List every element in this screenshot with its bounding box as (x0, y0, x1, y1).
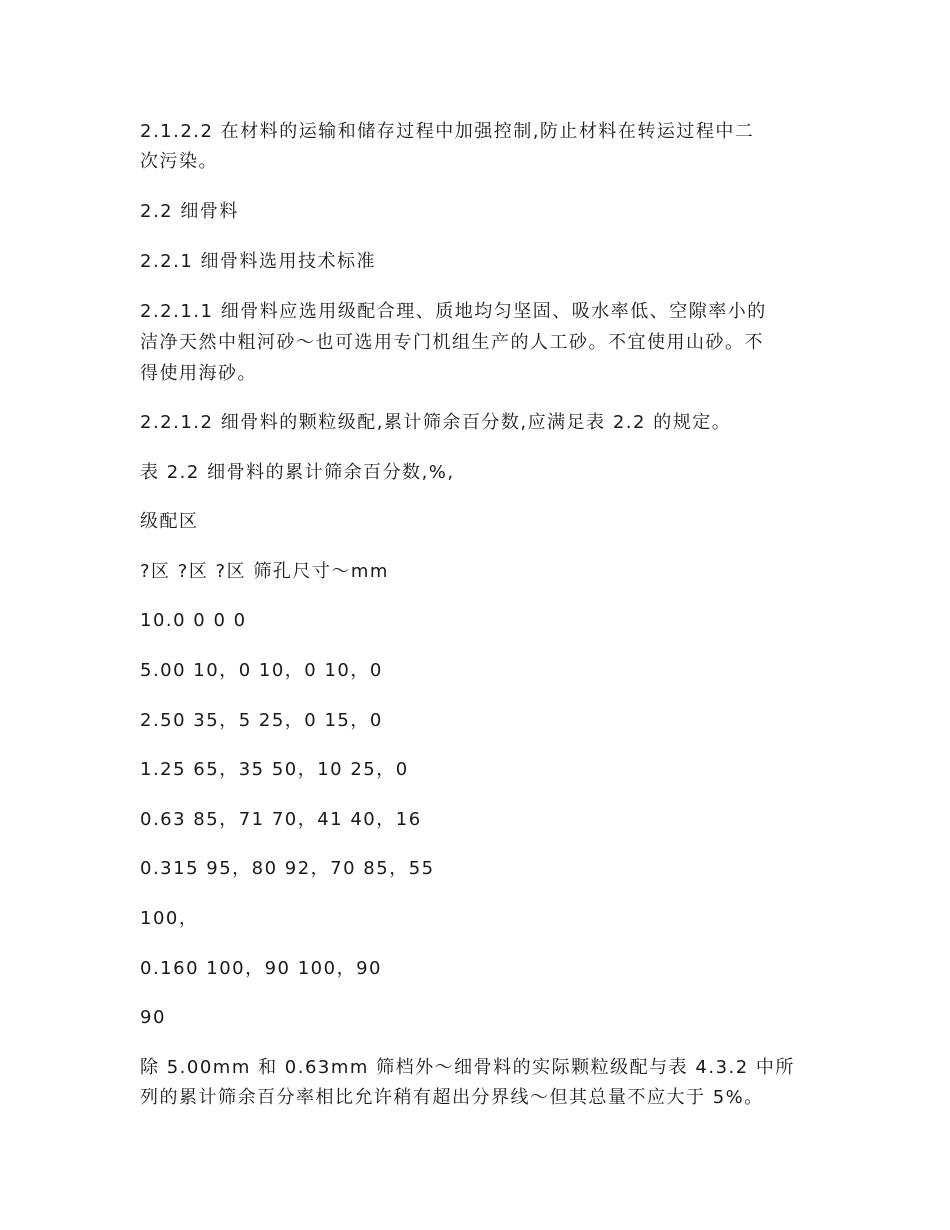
section-heading-2-2-1: 2.2.1 细骨料选用技术标准 (140, 251, 377, 272)
text-line-section-2-2-1-2: 2.2.1.2 细骨料的颗粒级配,累计筛余百分数,应满足表 2.2 的规定。 (140, 412, 732, 433)
table-row: 0.63 85，71 70，41 40，16 (140, 809, 422, 830)
text-line-continuation: 得使用海砂。 (140, 363, 257, 384)
text-line-section-2-1-2-2: 2.1.2.2 在材料的运输和储存过程中加强控制,防止材料在转运过程中二 (140, 121, 755, 142)
table-row-fragment: 100， (140, 908, 199, 929)
table-row-fragment: 90 (140, 1007, 166, 1028)
table-row: 0.315 95，80 92，70 85，55 (140, 858, 435, 879)
text-line-section-2-2-1-1: 2.2.1.1 细骨料应选用级配合理、质地均匀坚固、吸水率低、空隙率小的 (140, 301, 767, 322)
table-row: 0.160 100，90 100，90 (140, 958, 382, 979)
text-line-continuation: 次污染。 (140, 151, 218, 172)
table-row: 2.50 35，5 25，0 15，0 (140, 710, 383, 731)
table-caption: 表 2.2 细骨料的累计筛余百分数,%, (140, 462, 455, 483)
table-note: 除 5.00mm 和 0.63mm 筛档外～细骨料的实际颗粒级配与表 4.3.2 中所 (140, 1057, 795, 1078)
table-header-grading-zone: 级配区 (140, 511, 199, 532)
table-row: 5.00 10，0 10，0 10，0 (140, 660, 383, 681)
text-line-continuation: 洁净天然中粗河砂～也可选用专门机组生产的人工砂。不宜使用山砂。不 (140, 332, 764, 353)
table-note-continuation: 列的累计筛余百分率相比允许稍有超出分界线～但其总量不应大于 5%。 (140, 1087, 764, 1108)
section-heading-2-2: 2.2 细骨料 (140, 201, 239, 222)
table-row: 10.0 0 0 0 (140, 610, 247, 631)
table-header-zones: ?区 ?区 ?区 筛孔尺寸～mm (140, 561, 389, 582)
table-row: 1.25 65，35 50，10 25，0 (140, 759, 409, 780)
